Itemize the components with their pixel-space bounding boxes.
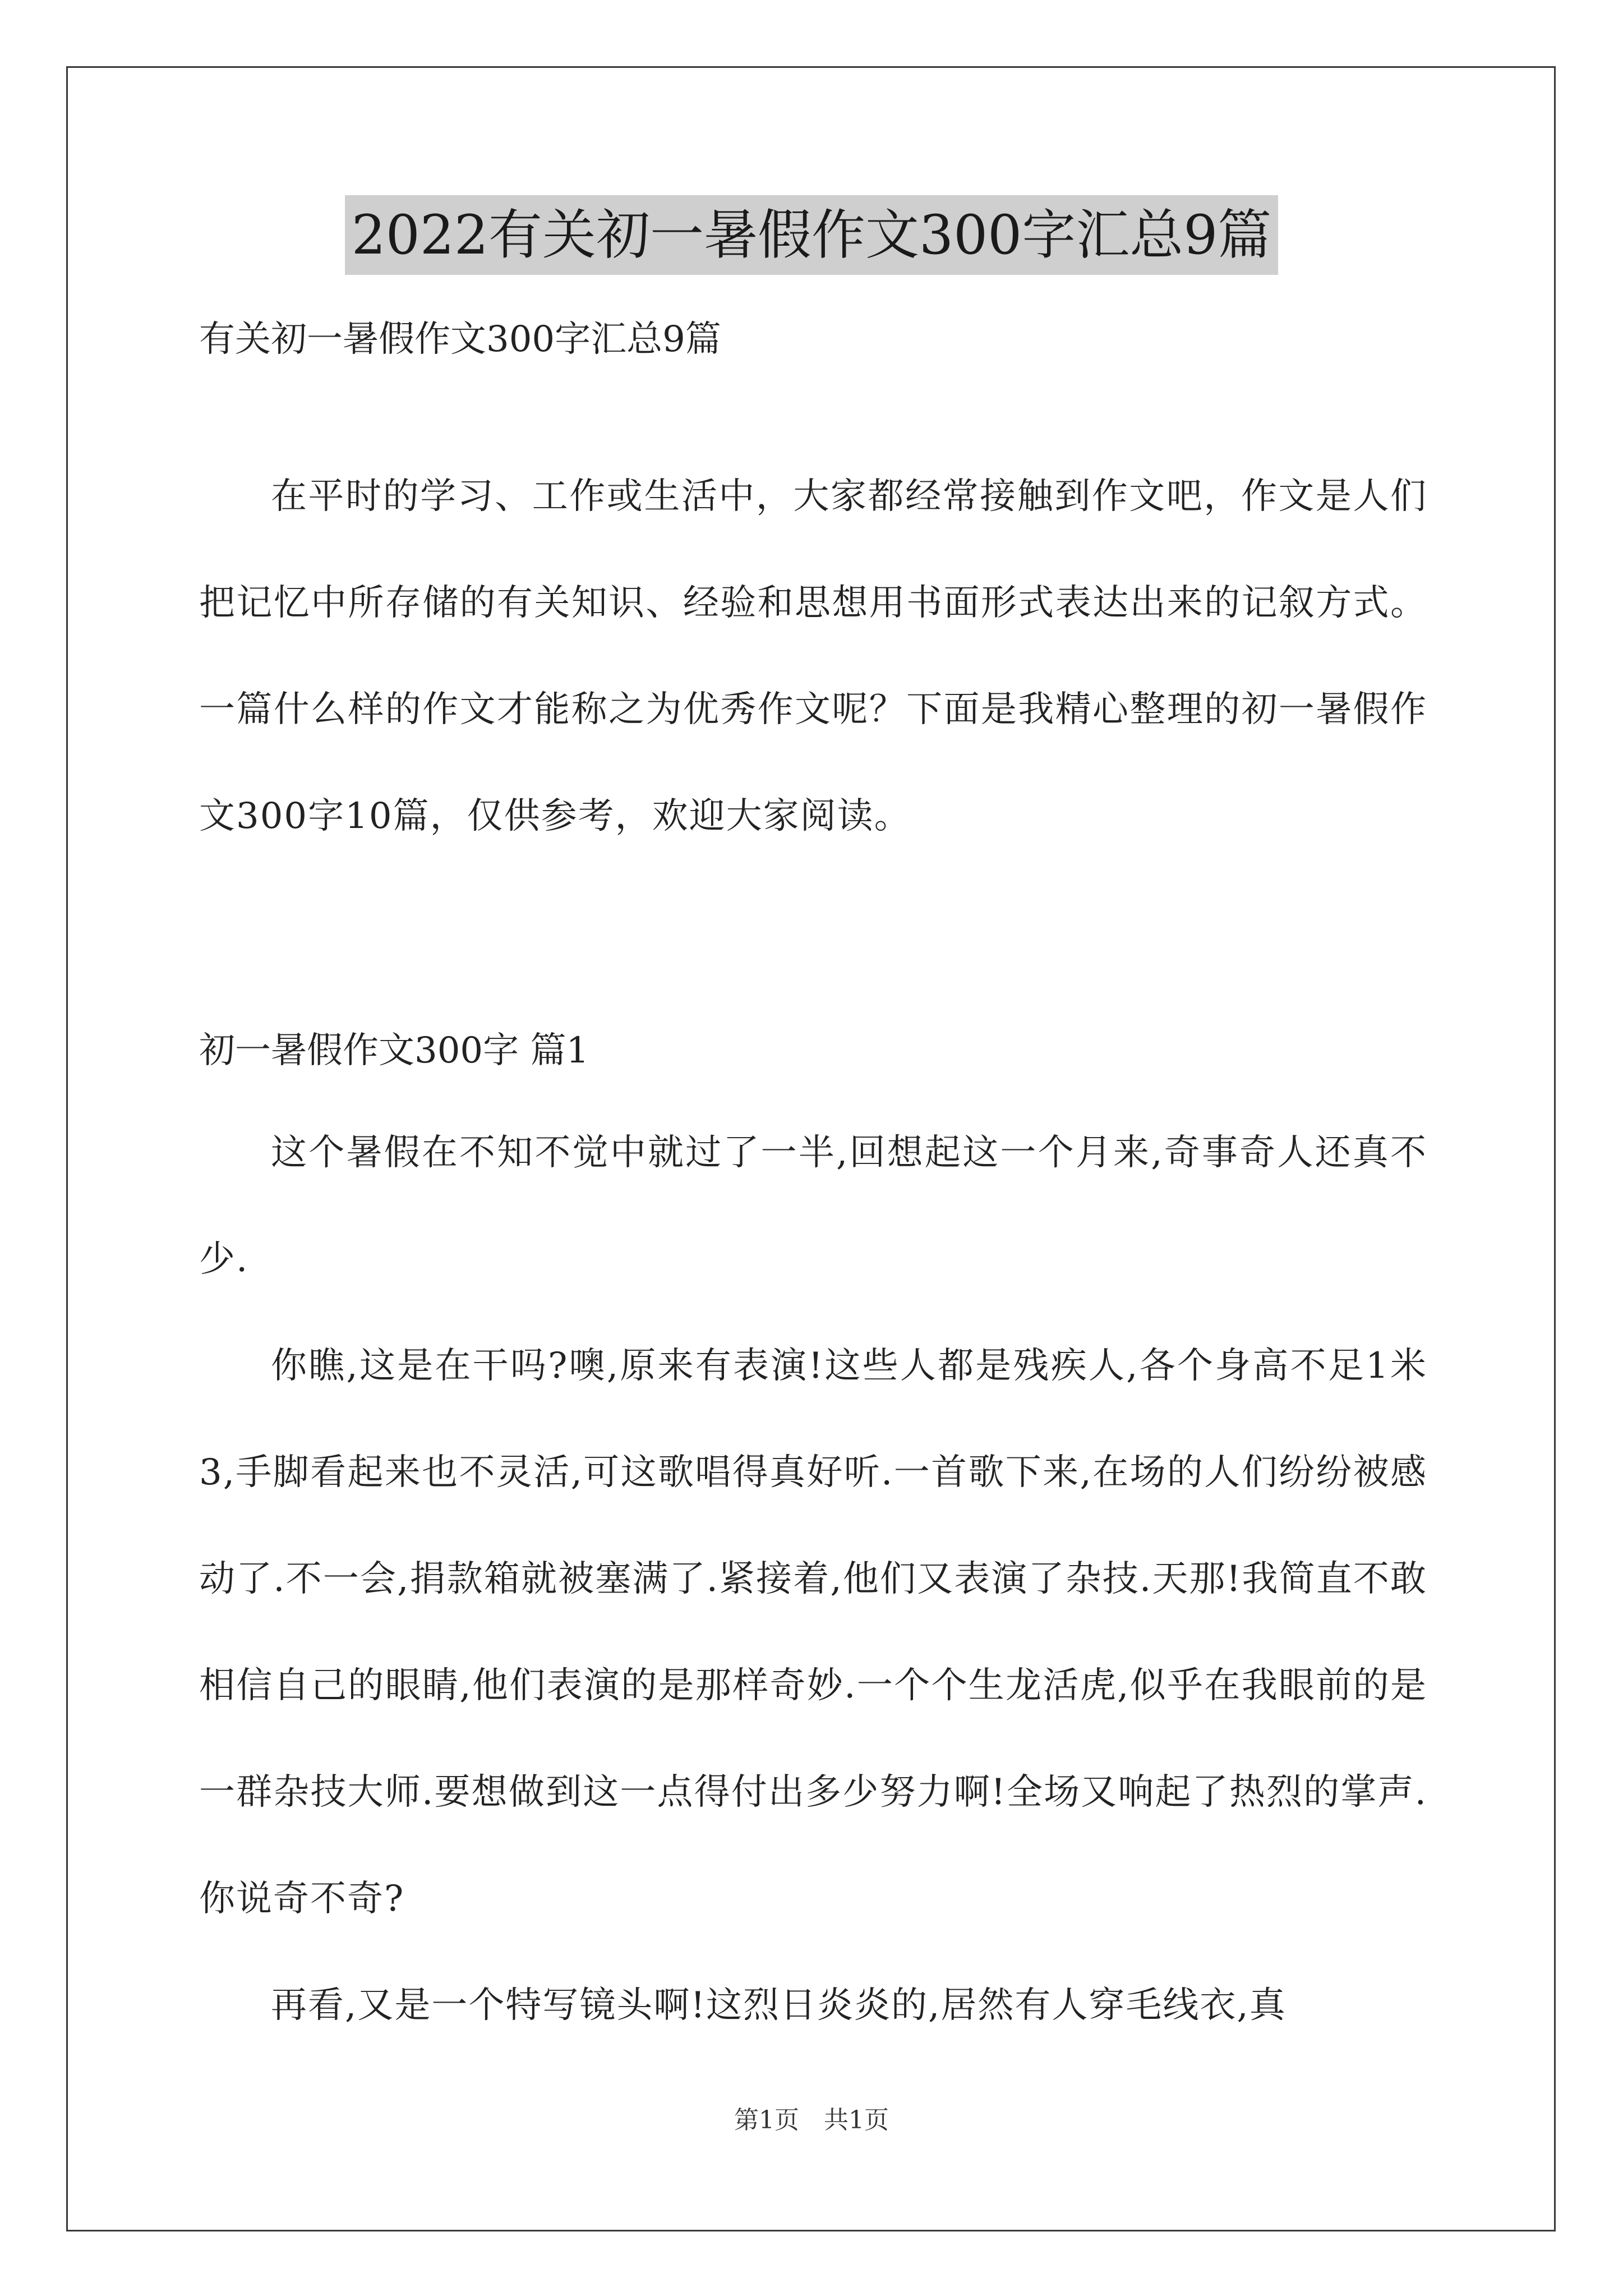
page-footer: 第1页 共1页 [734,2106,889,2134]
intro-section [199,443,1427,869]
document-title: 2022有关初一暑假作文300字汇总9篇 [345,195,1279,275]
intro-paragraph: 在平时的学习、工作或生活中，大家都经常接触到作文吧，作文是人们把记忆中所存储的有关知识、经验和思想用书面形式表达出来的记叙方式。一篇什么样的作文才能称之为优秀作文呢？下面是我精心整理的初一暑假作文300字10篇，仅供参考，欢迎大家阅读。 [199,476,1427,837]
article-body [199,1099,1427,2059]
article-paragraph-2: 你瞧,这是在干吗?噢,原来有表演!这些人都是残疾人,各个身高不足1米3,手脚看起来也不灵活,可这歌唱得真好听.一首歌下来,在场的人们纷纷被感动了.不一会,捐款箱就被塞满了.紧接着,他们又表演了杂技.天那!我简直不敢相信自己的眼睛,他们表演的是那样奇妙.一个个生龙活虎,似乎在我眼前的是一群杂技大师.要想做到这一点得付出多少努力啊!全场又响起了热烈的掌声.你说奇不奇? [199,1345,1427,1920]
title-container [0,195,1623,275]
article-paragraph-3: 再看,又是一个特写镜头啊!这烈日炎炎的,居然有人穿毛线衣,真 [271,1985,1287,2026]
footer-container [0,2104,1623,2137]
document-subtitle: 有关初一暑假作文300字汇总9篇 [199,319,721,360]
section-heading: 初一暑假作文300字 篇1 [199,1030,589,1071]
article-paragraph-1: 这个暑假在不知不觉中就过了一半,回想起这一个月来,奇事奇人还真不少. [199,1132,1427,1280]
